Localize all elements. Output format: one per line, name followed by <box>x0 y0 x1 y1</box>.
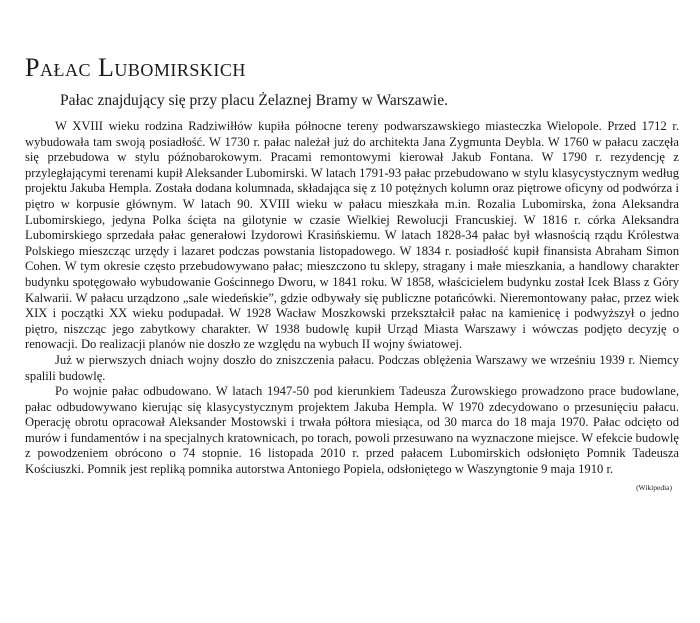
article-body <box>25 119 679 478</box>
paragraph-postwar: Po wojnie pałac odbudowano. W latach 1947-50 pod kierunkiem Tadeusza Żurowskiego prowadzono prace budowlane, pałac odbudowywano kierując się klasycystycznym projektem Jakuba Hempla. W 1970 zdecydowano o przesunięciu pałacu. Operację obrotu opracował Aleksander Mostowski i trwała półtora miesiąca, od 30 marca do 18 maja 1970. Pałac odcięto od murów i fundamentów i na specjalnych kratownicach, po torach, powoli przesuwano na wyznaczone miejsce. W efekcie budowlę z powodzeniem obrócono o 74 stopnie. 16 listopada 2010 r. przed pałacem Lubomirskich odsłonięto Pomnik Tadeusza Kościuszki. Pomnik jest repliką pomnika autorstwa Antoniego Popiela, odsłoniętego w Waszyngtonie 9 maja 1910 r. <box>25 384 679 477</box>
paragraph-history: W XVIII wieku rodzina Radziwiłłów kupiła północne tereny podwarszawskiego miasteczka Wielopole. Przed 1712 r. wybudowała tam swoją posiadłość. W 1730 r. pałac należał już do architekta Jana Zygmunta Deybla. W 1760 w pałacu zaczęła się przebudowa w stylu późnobarokowym. Pracami remontowymi kierował Jakub Fontana. W 1790 r. rezydencję z przyległającymi terenami kupił Aleksander Lubomirski. W latach 1791-93 pałac przebudowano w stylu klasycystycznym według projektu Jakuba Hempla. Została dodana kolumnada, składająca się z 10 potężnych kolumn oraz piętrowe oficyny od podwórza i piętro w korpusie głównym. W latach 90. XVIII wieku w pałacu mieszkała m.in. Rozalia Lubomirska, żona Aleksandra Lubomirskiego, jedyna Polka ścięta na gilotynie w czasie Wielkiej Rewolucji Francuskiej. W 1816 r. córka Aleksandra Lubomirskiego sprzedała pałac generałowi Izydorowi Krasińskiemu. W latach 1828-34 pałac był własnością rządu Królestwa Polskiego mieszcząc urzędy i lazaret podczas powstania listopadowego. W 1834 r. posiadłość kupił finansista Abraham Simon Cohen. W tym okresie często przebudowywano pałac; mieszczono tu sklepy, stragany i małe mieszkania, a handlowy charakter budynku spotęgowało wybudowanie Gościnnego Dworu, w 1841 roku. W 1858, właścicielem budynku został Icek Blass z Góry Kalwarii. W pałacu urządzono „sale wiedeńskie”, gdzie odbywały się publiczne potańcówki. Nieremontowany pałac, przez wiek XIX i początki XX wieku podupadał. W 1928 Wacław Moszkowski przekształcił pałac na kamienicę i podwyższył o jedno piętro, niszcząc jego zabytkowy charakter. W 1938 budowlę kupił Urząd Miasta Warszawy i wówczas podjęto decyzję o renowacji. Do realizacji planów nie doszło ze względu na wybuch II wojny światowej. <box>25 119 679 352</box>
paragraph-war: Już w pierwszych dniach wojny doszło do zniszczenia pałacu. Podczas oblężenia Warszawy we wrześniu 1939 r. Niemcy spalili budowlę. <box>25 352 679 383</box>
page-title: Pałac Lubomirskich <box>25 53 246 82</box>
source-note: (Wikipedia) <box>636 483 672 492</box>
page-subtitle: Pałac znajdujący się przy placu Żelaznej Bramy w Warszawie. <box>60 92 448 109</box>
